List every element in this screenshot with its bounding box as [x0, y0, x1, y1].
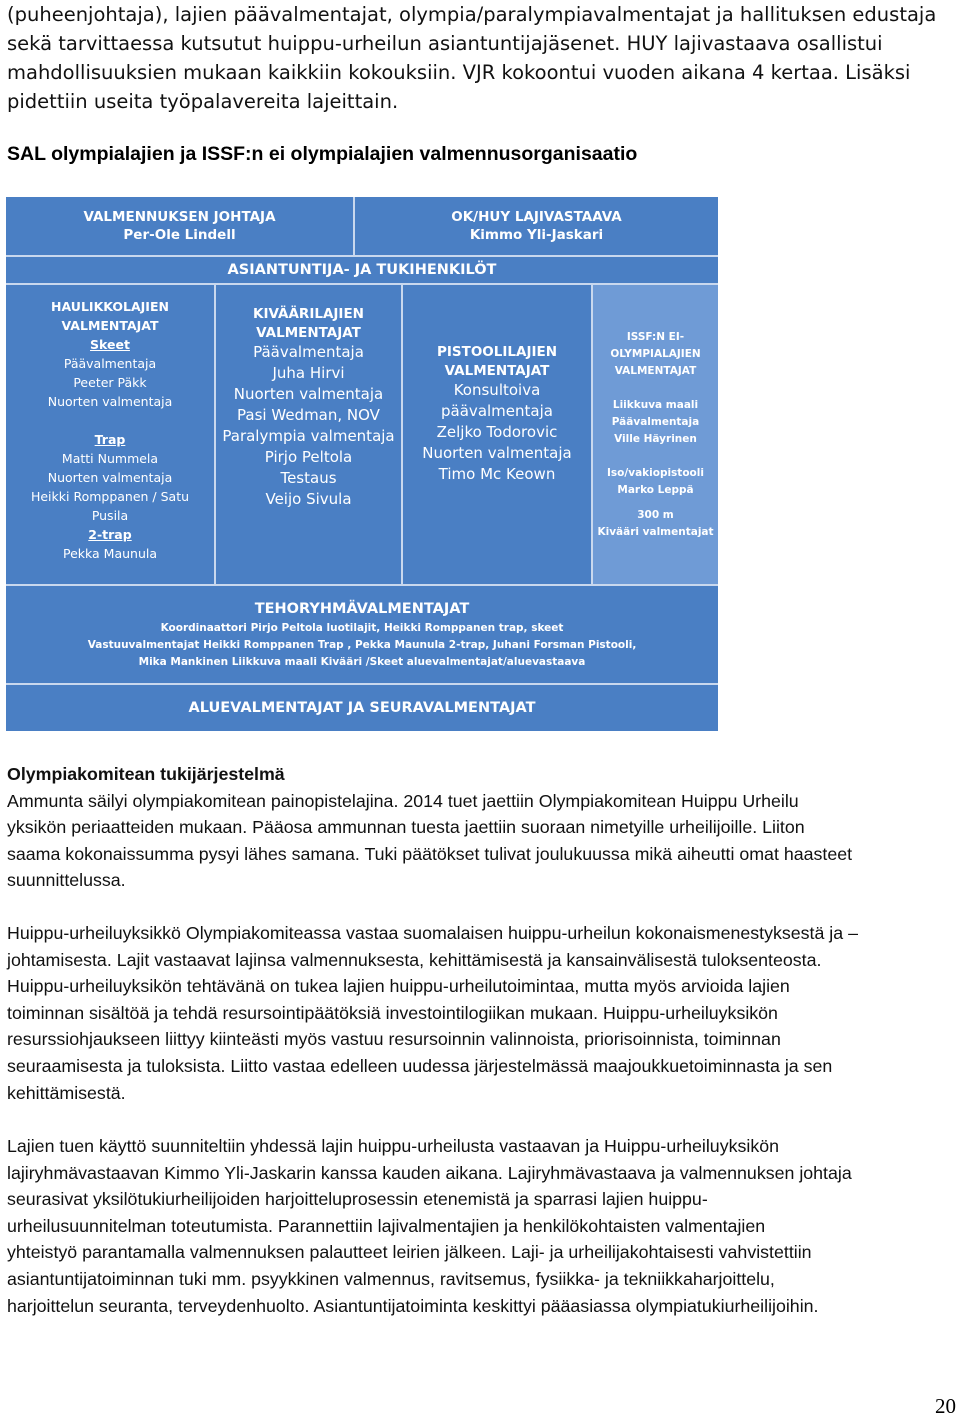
text-line: Timo Mc Keown [438, 465, 556, 483]
rifle-coaches-box [216, 305, 401, 525]
box-name: Kimmo Yli-Jaskari [469, 227, 604, 243]
text-line: Konsultoiva [453, 381, 541, 399]
discipline-label: Trap [94, 432, 126, 447]
box-title: VALMENTAJAT [61, 318, 159, 333]
text-line: Liikkuva maali [612, 398, 699, 411]
text-line: Nuorten valmentaja [422, 444, 572, 462]
text-line: harjoittelun seuranta, terveydenhuolto. Asiantuntijatoiminta keskittyi pääasiassa olympiatukiurheilijoihin. [7, 1295, 819, 1316]
text-line: Ville Häyrinen [614, 432, 697, 445]
box-title: TEHORYHMÄVALMENTAJAT [254, 601, 470, 617]
text-line: seuraamisesta ja tuloksista. Liitto vastaa edelleen uudessa järjestelmässä maajoukkuetoiminnasta ja sen [7, 1055, 833, 1076]
text-line: johtamisesta. Lajit vastaavat lajinsa valmennuksesta, kehittämisestä ja kansainvälisestä tuloksenteosta. [7, 949, 822, 970]
box-title: VALMENTAJAT [444, 362, 550, 379]
text-line: suunnittelussa. [7, 870, 126, 891]
text-line: Heikki Romppanen / Satu [30, 489, 190, 504]
experts-row [6, 257, 718, 283]
box-title: HAULIKKOLAJIEN [51, 299, 169, 314]
text-line: Päävalmentaja [611, 415, 700, 428]
text-line: Mika Mankinen Liikkuva maali Kivääri /Skeet aluevalmentajat/aluevastaava [138, 656, 586, 668]
text-line: Matti Nummela [61, 451, 159, 466]
text-line: Veijo Sivula [265, 490, 352, 508]
section-heading: Olympiakomitean tukijärjestelmä [7, 764, 285, 784]
text-line: Juha Hirvi [272, 364, 345, 382]
text-line: urheilusuunnitelman toteutumista. Parannettiin lajivalmentajien ja henkilökohtaisten valmentajien [7, 1215, 766, 1236]
text-line: sekä tarvittaessa kutsutut huippu-urheilun asiantuntijajäsenet. HUY lajivastaava osallistui [7, 32, 883, 55]
coaching-director-box [6, 197, 353, 255]
huy-representative-box [355, 197, 718, 255]
text-line: Pasi Wedman, NOV [237, 406, 380, 424]
box-title: OK/HUY LAJIVASTAAVA [451, 208, 622, 225]
box-title: OLYMPIALAJIEN [610, 347, 701, 360]
text-line: Iso/vakiopistooli [607, 466, 704, 479]
text-line: yksikön periaatteiden mukaan. Pääosa ammunnan tuesta jaettiin suoraan nimetyille urheilijoille. Liiton [7, 817, 805, 838]
text-line: Paralympia valmentaja [222, 427, 395, 445]
text-line: (puheenjohtaja), lajien päävalmentajat, olympia/paralympiavalmentajat ja hallituksen edustaja [7, 3, 937, 26]
regional-coaches-row [6, 685, 718, 731]
text-line: Nuorten valmentaja [47, 394, 173, 409]
intro-paragraph [7, 0, 952, 116]
paragraph-lajien-tuki [7, 1133, 957, 1319]
text-line: Pirjo Peltola [264, 448, 353, 466]
text-line: Koordinaattori Pirjo Peltola luotilajit, Heikki Romppanen trap, skeet [160, 622, 564, 634]
text-line: pidettiin useita työpalavereita lajeittain. [7, 90, 399, 113]
box-title: ISSF:N EI- [626, 330, 685, 343]
box-title: VALMENNUKSEN JOHTAJA [83, 208, 276, 225]
org-chart [6, 197, 718, 731]
shotgun-coaches-box [6, 297, 214, 577]
text-line: Lajien tuen käyttö suunniteltiin yhdessä lajin huippu-urheilusta vastaavan ja Huippu-urheiluyksikön [7, 1136, 779, 1156]
discipline-label: Skeet [90, 337, 130, 352]
issf-coaches-box [593, 285, 718, 584]
text-line: mahdollisuuksien mukaan kaikkiin kokouksiin. VJR kokoontui vuoden aikana 4 kertaa. Lisäksi [7, 61, 911, 84]
olympic-committee-section [7, 761, 957, 894]
text-line: 300 m [637, 508, 674, 521]
text-line: Pekka Maunula [62, 546, 158, 561]
box-title: VALMENTAJAT [256, 324, 361, 341]
paragraph-huippu-urheiluyksikko [7, 920, 957, 1106]
box-title: VALMENTAJAT [614, 364, 697, 377]
text-line: Ammunta säilyi olympiakomitean painopistelajina. 2014 tuet jaettiin Olympiakomitean Huippu Urheilu [7, 790, 799, 811]
text-line: Zeljko Todorovic [436, 423, 558, 441]
text-line: Testaus [280, 469, 337, 487]
focus-group-coaches-box [6, 586, 718, 683]
text-line: Vastuuvalmentajat Heikki Romppanen Trap , Pekka Maunula 2-trap, Juhani Forsman Pistooli, [87, 639, 637, 651]
text-line: Nuorten valmentaja [47, 470, 173, 485]
text-line: Marko Leppä [617, 483, 694, 496]
text-line: Peeter Päkk [73, 375, 147, 390]
box-name: Per-Ole Lindell [123, 227, 236, 243]
text-line: saama kokonaissumma pysyi lähes samana. Tuki päätökset tulivat joulukuussa mikä aiheutti omat haasteet [7, 843, 853, 864]
text-line: Nuorten valmentaja [233, 385, 384, 403]
page-number: 20 [935, 1394, 956, 1418]
box-title: PISTOOLILAJIEN [436, 344, 558, 360]
text-line: toiminnan sisältöä ja tehdä resursointipäätöksiä investointilogiikan mukaan. Huippu-urheiluyksikön [7, 1002, 778, 1023]
text-line: päävalmentaja [441, 402, 553, 420]
text-line: Päävalmentaja [253, 343, 364, 361]
org-chart-title: SAL olympialajien ja ISSF:n ei olympialajien valmennusorganisaatio [7, 143, 638, 165]
text-line: Huippu-urheiluyksikön tehtävänä on tukea lajien huippu-urheilutoimintaa, mutta myös arvioida lajien [7, 976, 790, 997]
text-line: Huippu-urheiluyksikkö Olympiakomiteassa vastaa suomalaisen huippu-urheilun kokonaismenestyksestä ja – [7, 923, 858, 943]
text-line: kehittämisestä. [7, 1082, 126, 1103]
text-line: Pusila [91, 508, 129, 523]
text-line: seurasivat yksilötukiurheilijoiden harjoitteluprosessin etenemistä ja sparrasi lajien huippu- [7, 1189, 708, 1210]
text-line: Päävalmentaja [63, 356, 157, 371]
text-line: asiantuntijatoiminnan tuki mm. psyykkinen valmennus, ravitsemus, fysiikka- ja tekniikkaharjoittelu, [7, 1268, 775, 1289]
text-line: resurssiohjaukseen liittyy kiinteästi myös vastuu resursoinnin valinnoista, priorisoinnista, toiminnan [7, 1029, 781, 1050]
row-title: ALUEVALMENTAJAT JA SEURAVALMENTAJAT [188, 700, 536, 716]
text-line: lajiryhmävastaavan Kimmo Yli-Jaskarin kanssa kauden aikana. Lajiryhmävastaava ja valmennuksen johtaja [7, 1162, 852, 1183]
box-title: KIVÄÄRILAJIEN [253, 306, 364, 322]
discipline-label: 2-trap [88, 527, 132, 542]
text-line: Kivääri valmentajat [597, 525, 714, 538]
text-line: yhteistyö parantamalla valmennuksen palautteet leirien jälkeen. Laji- ja urheilijakohtaisesti vahvistettiin [7, 1242, 812, 1263]
row-title: ASIANTUNTIJA- JA TUKIHENKILÖT [227, 262, 497, 278]
pistol-coaches-box [403, 343, 591, 493]
